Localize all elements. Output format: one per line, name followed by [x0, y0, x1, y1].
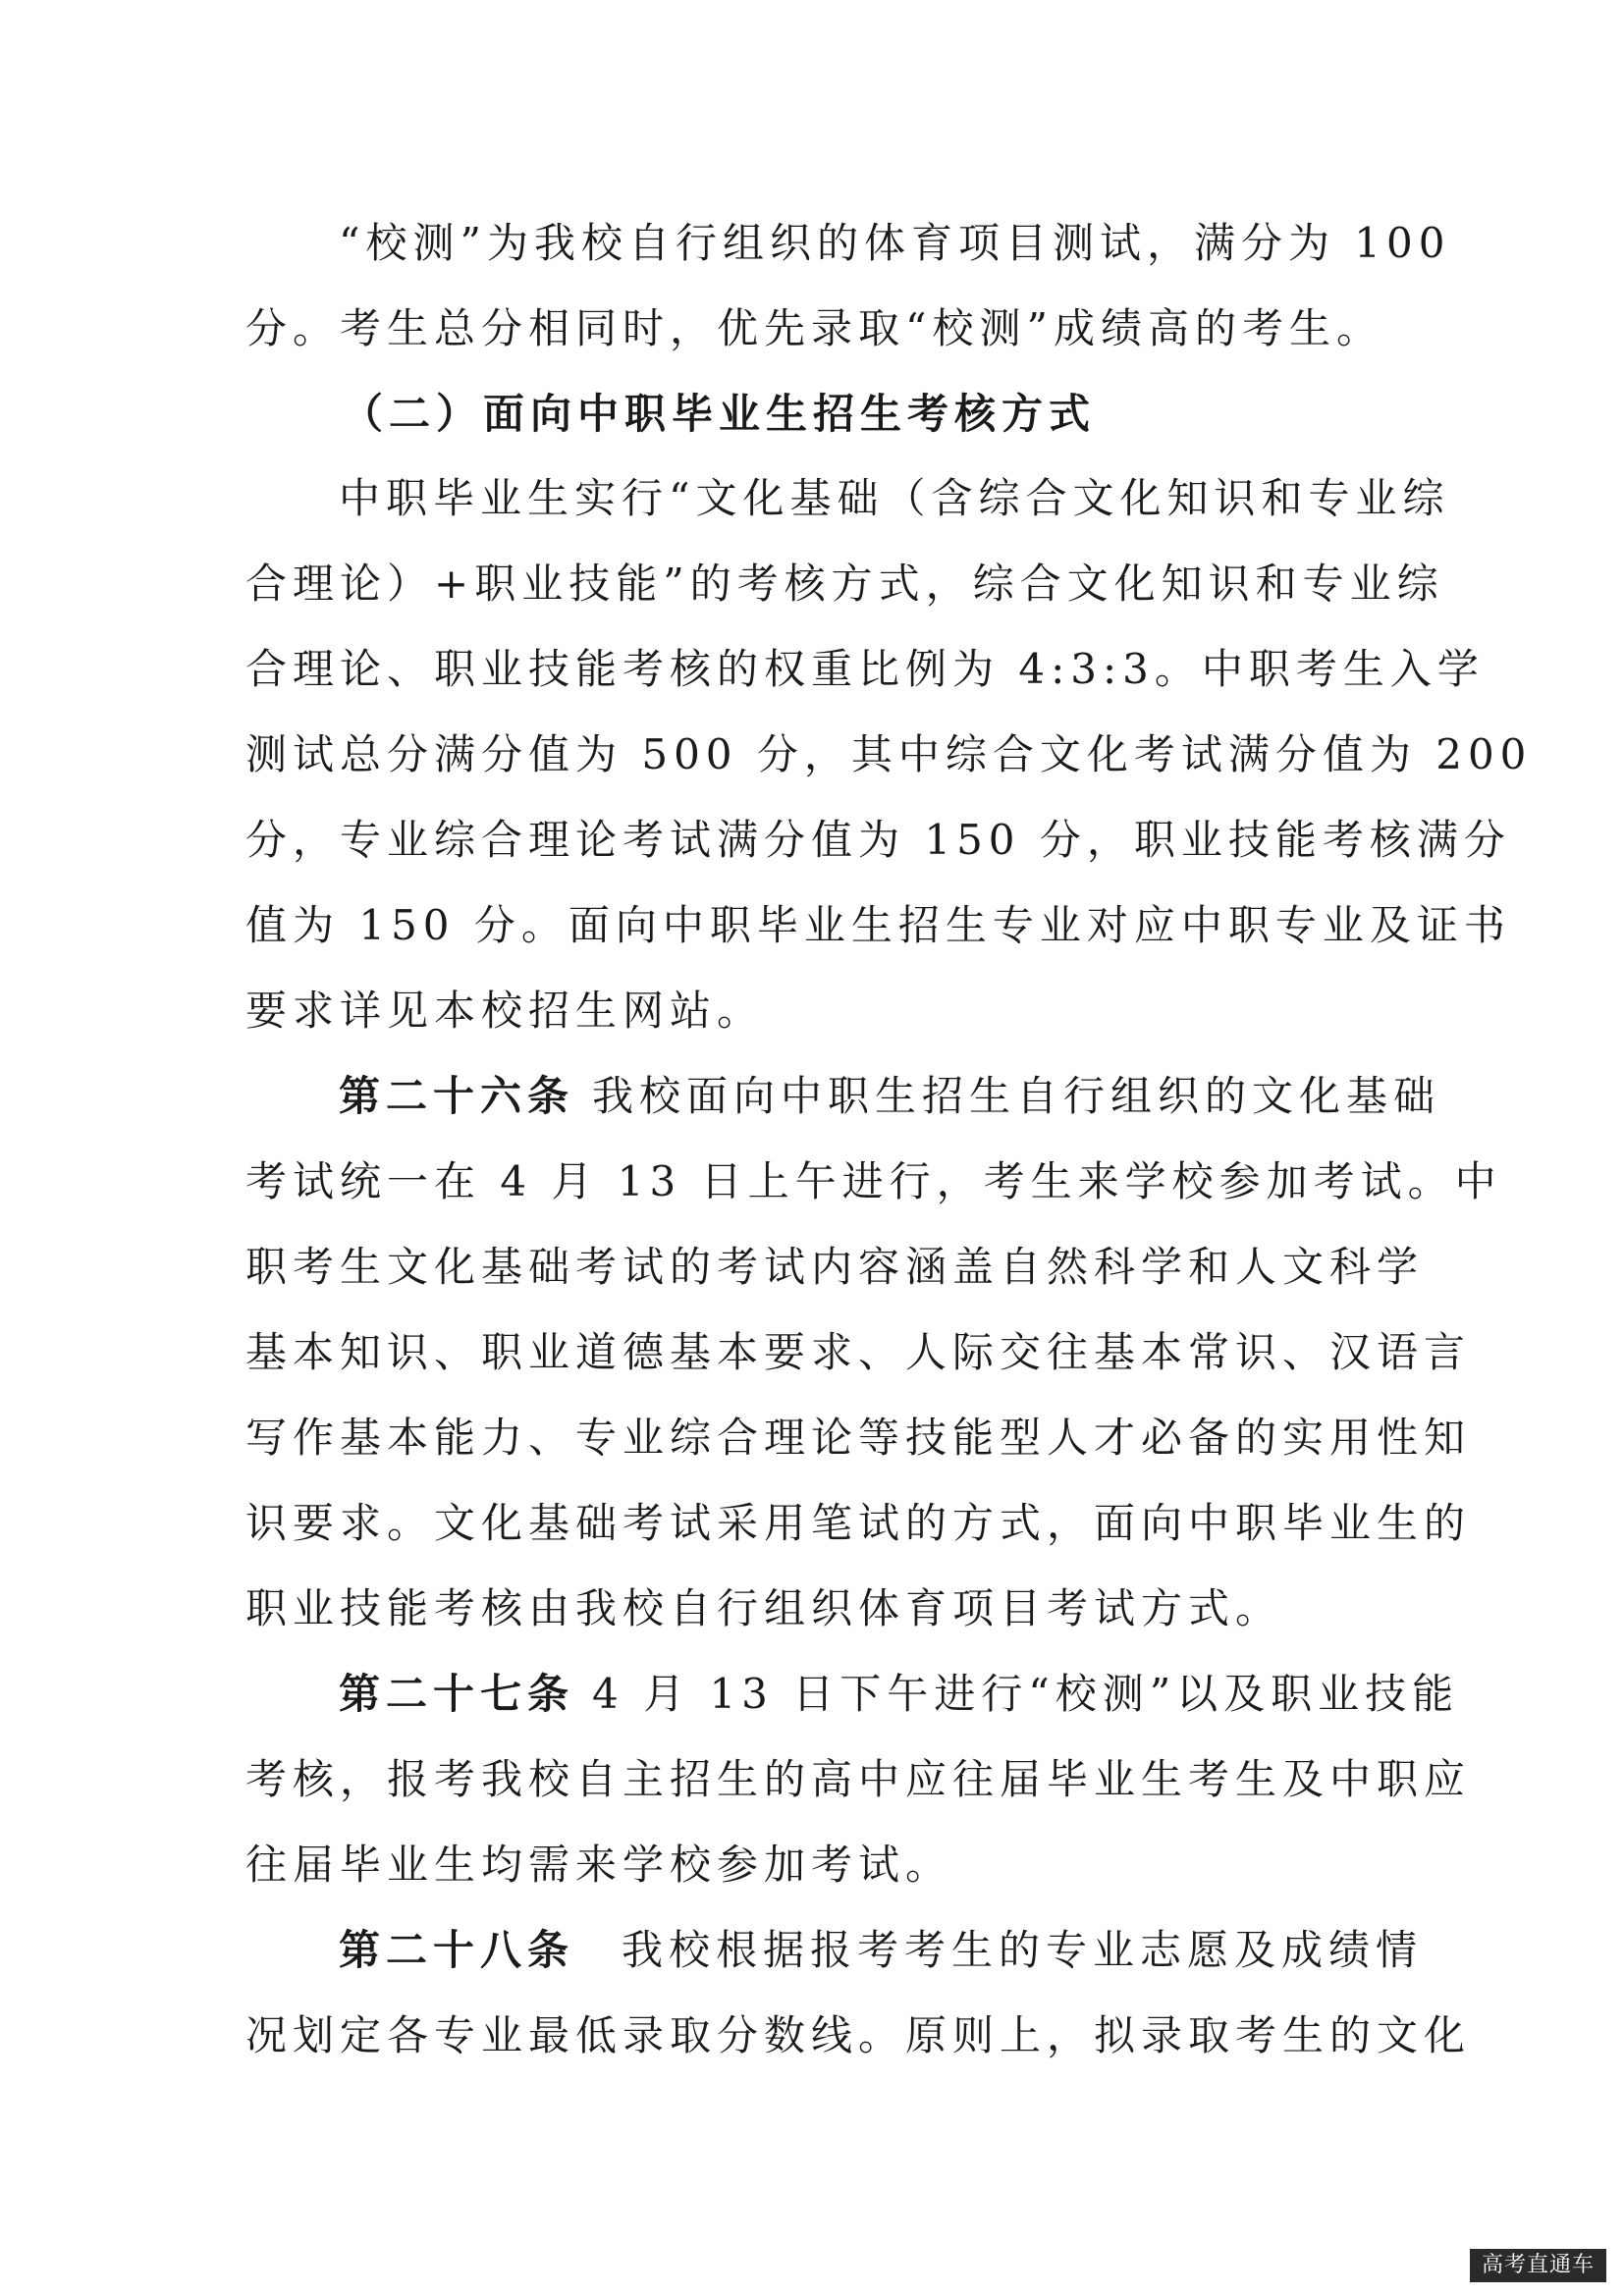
article-26-label: 第二十六条: [339, 1072, 575, 1120]
section-heading: （二）面向中职毕业生招生考核方式: [342, 390, 1097, 438]
paragraph-line: 分，专业综合理论考试满分值为 150 分，职业技能考核满分: [245, 816, 1511, 864]
paragraph-line: 况划定各专业最低录取分数线。原则上，拟录取考生的文化: [245, 2011, 1472, 2059]
paragraph-line: “校测”为我校自行组织的体育项目测试，满分为 100: [339, 219, 1451, 267]
article-26-text: 我校面向中职生招生自行组织的文化基础: [592, 1072, 1441, 1120]
paragraph-line: 要求详见本校招生网站。: [245, 987, 765, 1035]
paragraph-line: 考核，报考我校自主招生的高中应往届毕业生考生及中职应: [245, 1755, 1472, 1803]
paragraph-line: 识要求。文化基础考试采用笔试的方式，面向中职毕业生的: [245, 1499, 1472, 1547]
article-28-label: 第二十八条: [339, 1926, 575, 1974]
paragraph-line: 考试统一在 4 月 13 日上午进行，考生来学校参加考试。中: [245, 1157, 1502, 1205]
paragraph-line: 中职毕业生实行“文化基础（含综合文化知识和专业综: [339, 474, 1450, 522]
article-28-first-line: [339, 1921, 1424, 1980]
article-26-first-line: [339, 1067, 1441, 1126]
watermark-label: 高考直通车: [1470, 2249, 1606, 2282]
paragraph-line: 职业技能考核由我校自行组织体育项目考试方式。: [245, 1584, 1283, 1632]
article-27-text: 4 月 13 日下午进行“校测”以及职业技能: [592, 1670, 1460, 1718]
paragraph-line: 写作基本能力、专业综合理论等技能型人才必备的实用性知: [245, 1414, 1472, 1462]
paragraph-line: 职考生文化基础考试的考试内容涵盖自然科学和人文科学: [245, 1243, 1425, 1291]
paragraph-line: 值为 150 分。面向中职毕业生招生专业对应中职专业及证书: [245, 901, 1511, 949]
paragraph-line: 合理论、职业技能考核的权重比例为 4:3:3。中职考生入学: [245, 645, 1485, 693]
paragraph-line: 测试总分满分值为 500 分，其中综合文化考试满分值为 200: [245, 730, 1533, 778]
paragraph-line: 基本知识、职业道德基本要求、人际交往基本常识、汉语言: [245, 1328, 1472, 1376]
paragraph-line: 往届毕业生均需来学校参加考试。: [245, 1841, 953, 1889]
article-27-first-line: [339, 1665, 1460, 1724]
paragraph-line: 分。考生总分相同时，优先录取“校测”成绩高的考生。: [245, 304, 1383, 352]
article-28-text: 我校根据报考考生的专业志愿及成绩情: [622, 1926, 1424, 1974]
paragraph-line: 合理论）+职业技能”的考核方式，综合文化知识和专业综: [245, 560, 1444, 608]
article-27-label: 第二十七条: [339, 1670, 575, 1718]
